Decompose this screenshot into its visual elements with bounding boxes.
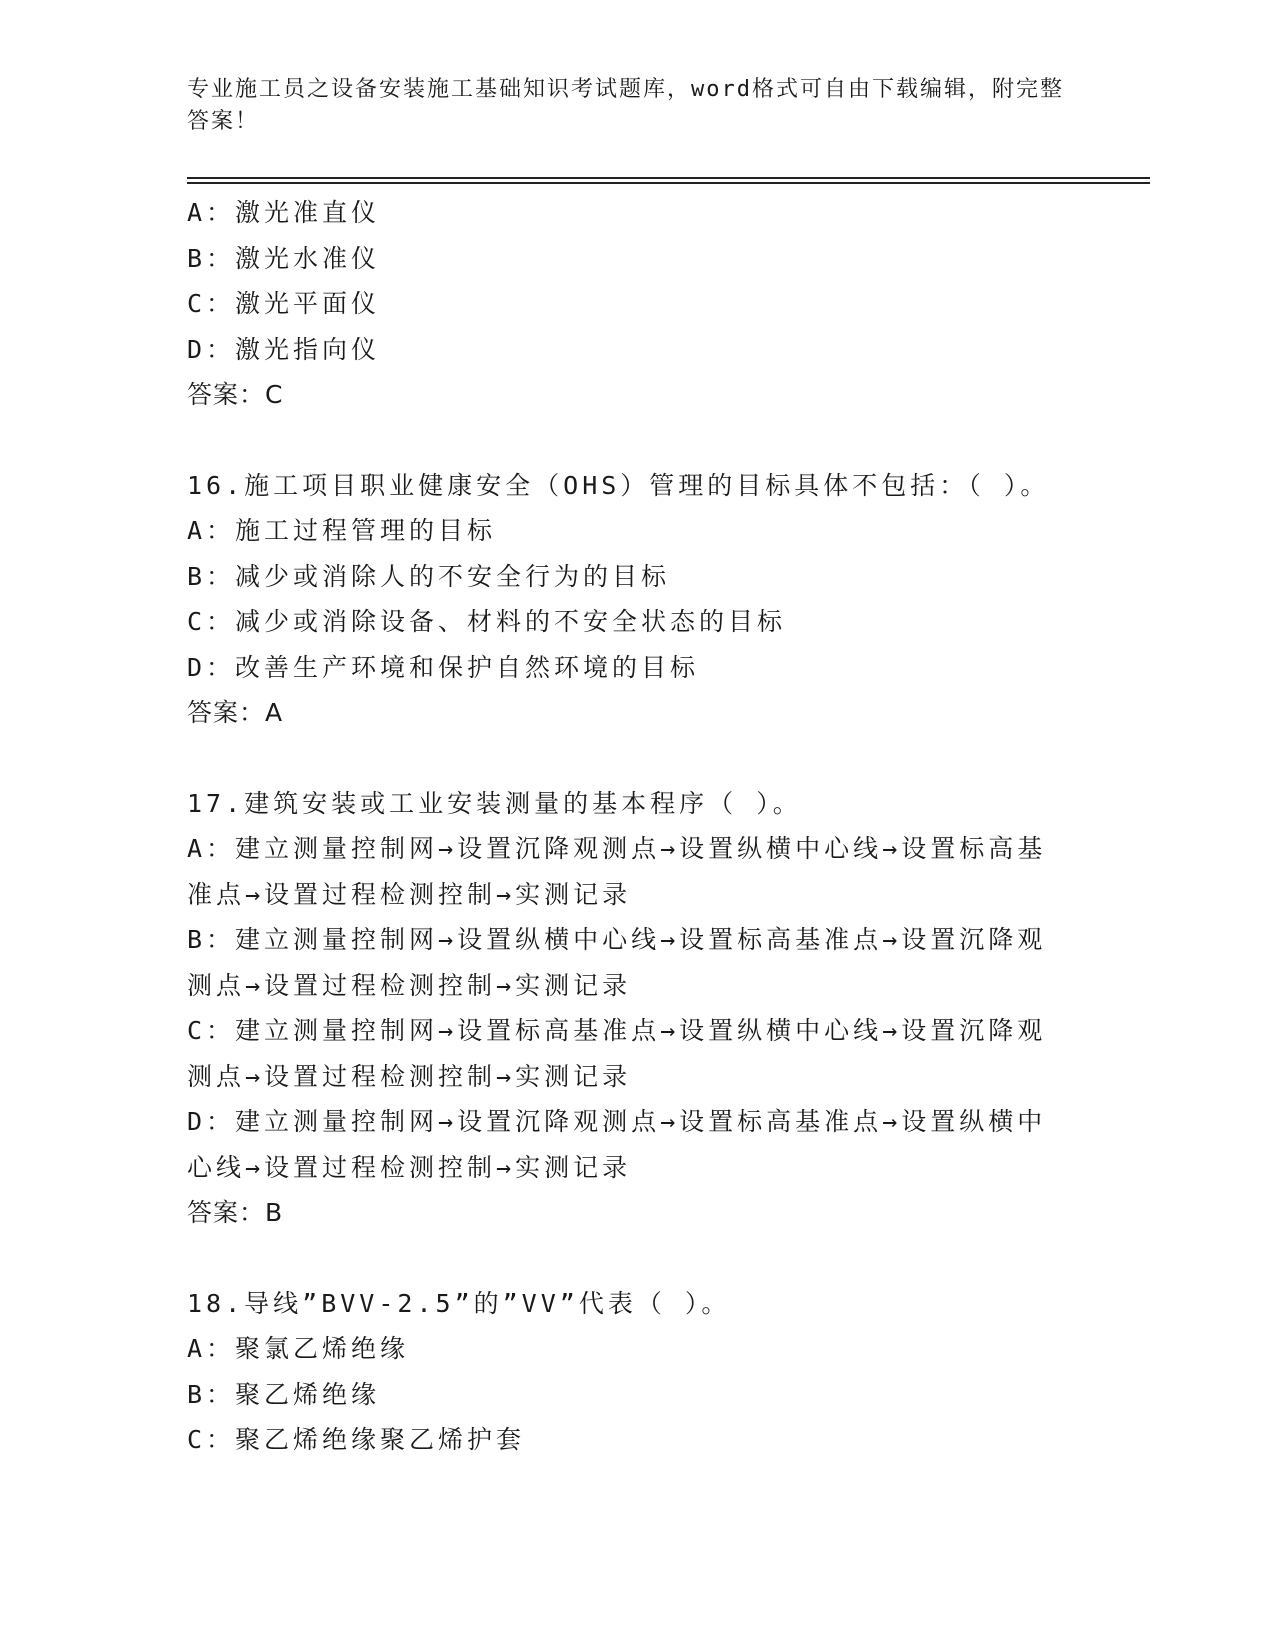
option-d: D：激光指向仪 <box>187 334 381 364</box>
header-divider-top <box>187 177 1150 179</box>
header-divider-bottom <box>187 182 1150 184</box>
option-c: C：减少或消除设备、材料的不安全状态的目标 <box>187 607 787 636</box>
option-c: C：建立测量控制网→设置标高基准点→设置纵横中心线→设置沉降观测点→设置过程检测控制→实测记录 <box>187 1016 1047 1091</box>
answer: 答案：C <box>187 380 284 409</box>
spacer <box>187 736 1067 781</box>
question-text: 18.导线”BVV-2.5”的”VV”代表（ ）。 <box>187 1288 731 1318</box>
option-b: B：激光水准仪 <box>187 243 381 273</box>
question-text: 17.建筑安装或工业安装测量的基本程序（ ）。 <box>187 788 802 818</box>
option-b: B：减少或消除人的不安全行为的目标 <box>187 561 671 591</box>
spacer <box>187 1236 1067 1281</box>
question-18-block <box>187 1281 1067 1463</box>
answer: 答案：B <box>187 1198 284 1227</box>
option-a: A：施工过程管理的目标 <box>187 516 497 545</box>
option-a: A：激光准直仪 <box>187 198 381 227</box>
option-b: B：建立测量控制网→设置纵横中心线→设置标高基准点→设置沉降观测点→设置过程检测控制→实测记录 <box>187 925 1047 1000</box>
question-text: 16.施工项目职业健康安全（OHS）管理的目标具体不包括：（ ）。 <box>187 470 1050 500</box>
option-a: A：建立测量控制网→设置沉降观测点→设置纵横中心线→设置标高基准点→设置过程检测控制→实测记录 <box>187 834 1047 909</box>
option-c: C：激光平面仪 <box>187 289 381 318</box>
question-15-block <box>187 190 1067 418</box>
option-b: B：聚乙烯绝缘 <box>187 1379 381 1409</box>
spacer <box>187 418 1067 463</box>
option-a: A：聚氯乙烯绝缘 <box>187 1334 410 1363</box>
question-list <box>187 190 1067 1463</box>
question-17-block <box>187 781 1067 1236</box>
document-header: 专业施工员之设备安装施工基础知识考试题库，word格式可自由下载编辑，附完整答案！ <box>187 77 1064 134</box>
option-d: D：建立测量控制网→设置沉降观测点→设置标高基准点→设置纵横中心线→设置过程检测控制→实测记录 <box>187 1107 1047 1182</box>
option-d: D：改善生产环境和保护自然环境的目标 <box>187 652 700 682</box>
answer: 答案：A <box>187 698 284 727</box>
option-c: C：聚乙烯绝缘聚乙烯护套 <box>187 1425 526 1454</box>
question-16-block <box>187 463 1067 736</box>
